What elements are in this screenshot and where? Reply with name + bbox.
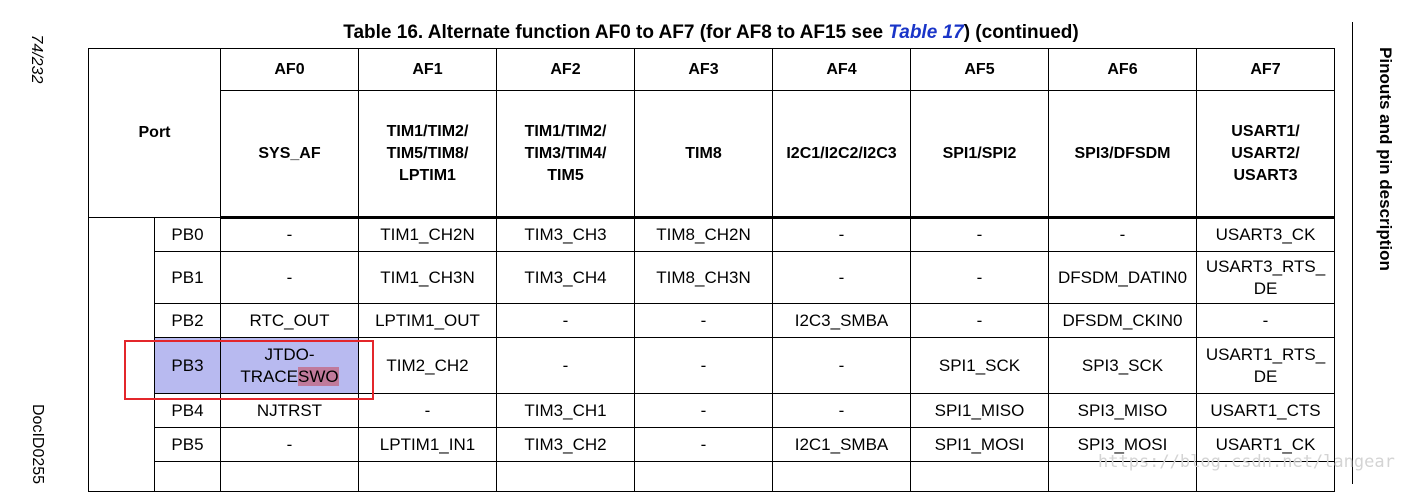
cell-pb4-af5: SPI1_MISO <box>911 394 1049 428</box>
cell-pb3-af6: SPI3_SCK <box>1049 338 1197 394</box>
cell-pb3-af3: - <box>635 338 773 394</box>
right-divider <box>1352 22 1353 484</box>
cell-pb5-af7: USART1_CK <box>1197 428 1335 462</box>
cell-pb2-af4: I2C3_SMBA <box>773 304 911 338</box>
af0-label: AF0 <box>221 49 359 91</box>
cell-pb5-af3: - <box>635 428 773 462</box>
af7-function: USART1/ USART2/ USART3 <box>1197 91 1335 218</box>
pb3-highlight-box <box>124 340 374 400</box>
pin-pb2: PB2 <box>155 304 221 338</box>
pin-pb0: PB0 <box>155 218 221 252</box>
af2-function: TIM1/TIM2/ TIM3/TIM4/ TIM5 <box>497 91 635 218</box>
partial-cell <box>773 462 911 492</box>
watermark: https://blog.csdn.net/langear <box>1098 452 1395 472</box>
cell-pb4-af7: USART1_CTS <box>1197 394 1335 428</box>
cell-pb0-af7: USART3_CK <box>1197 218 1335 252</box>
cell-pb0-af6: - <box>1049 218 1197 252</box>
cell-pb2-af7: - <box>1197 304 1335 338</box>
af5-function: SPI1/SPI2 <box>911 91 1049 218</box>
cell-pb1-af4: - <box>773 252 911 304</box>
partial-cell <box>911 462 1049 492</box>
cell-pb2-af6: DFSDM_CKIN0 <box>1049 304 1197 338</box>
partial-cell <box>359 462 497 492</box>
doc-id: DocID0255 <box>29 404 46 484</box>
partial-cell <box>221 462 359 492</box>
cell-pb4-af4: - <box>773 394 911 428</box>
af2-label: AF2 <box>497 49 635 91</box>
pin-pb3: PB3 <box>155 338 221 394</box>
partial-cell <box>635 462 773 492</box>
cell-pb4-af0: NJTRST <box>221 394 359 428</box>
cell-pb0-af1: TIM1_CH2N <box>359 218 497 252</box>
af4-function: I2C1/I2C2/I2C3 <box>773 91 911 218</box>
af5-label: AF5 <box>911 49 1049 91</box>
table-row <box>89 252 1335 304</box>
cell-pb3-af7: USART1_RTS_ DE <box>1197 338 1335 394</box>
header-row-functions <box>89 91 1335 218</box>
cell-pb3-af5: SPI1_SCK <box>911 338 1049 394</box>
cell-pb1-af3: TIM8_CH3N <box>635 252 773 304</box>
cell-pb1-af7: USART3_RTS_ DE <box>1197 252 1335 304</box>
alternate-function-table <box>88 48 1335 492</box>
cell-pb5-af4: I2C1_SMBA <box>773 428 911 462</box>
pb3-af0-line1: JTDO- <box>264 344 315 364</box>
header-row-af <box>89 49 1335 91</box>
cell-pb0-af5: - <box>911 218 1049 252</box>
af1-function: TIM1/TIM2/ TIM5/TIM8/ LPTIM1 <box>359 91 497 218</box>
af0-function: SYS_AF <box>221 91 359 218</box>
af3-label: AF3 <box>635 49 773 91</box>
pin-pb4: PB4 <box>155 394 221 428</box>
cell-pb2-af0: RTC_OUT <box>221 304 359 338</box>
cell-pb1-af2: TIM3_CH4 <box>497 252 635 304</box>
cell-pb5-af2: TIM3_CH2 <box>497 428 635 462</box>
cell-pb5-af5: SPI1_MOSI <box>911 428 1049 462</box>
cell-pb2-af1: LPTIM1_OUT <box>359 304 497 338</box>
cell-pb2-af3: - <box>635 304 773 338</box>
cell-pb1-af1: TIM1_CH3N <box>359 252 497 304</box>
partial-cell <box>155 462 221 492</box>
cell-pb3-af1: TIM2_CH2 <box>359 338 497 394</box>
cell-pb0-af2: TIM3_CH3 <box>497 218 635 252</box>
cell-pb2-af5: - <box>911 304 1049 338</box>
page-number: 74/232 <box>28 34 45 84</box>
table-row <box>89 218 1335 252</box>
cell-pb5-af0: - <box>221 428 359 462</box>
cell-pb3-af2: - <box>497 338 635 394</box>
port-header: Port <box>89 49 221 218</box>
af1-label: AF1 <box>359 49 497 91</box>
cell-pb0-af3: TIM8_CH2N <box>635 218 773 252</box>
cell-pb5-af6: SPI3_MOSI <box>1049 428 1197 462</box>
swo-highlight: SWO <box>298 366 339 386</box>
table-caption: Table 16. Alternate function AF0 to AF7 (for AF8 to AF15 see Table 17) (continued) <box>343 22 1079 43</box>
af4-label: AF4 <box>773 49 911 91</box>
cell-pb5-af1: LPTIM1_IN1 <box>359 428 497 462</box>
cell-pb1-af6: DFSDM_DATIN0 <box>1049 252 1197 304</box>
partial-cell <box>497 462 635 492</box>
side-section-title: Pinouts and pin description <box>1376 47 1395 271</box>
cell-pb4-af3: - <box>635 394 773 428</box>
table-row <box>89 304 1335 338</box>
cell-pb1-af5: - <box>911 252 1049 304</box>
af7-label: AF7 <box>1197 49 1335 91</box>
cell-pb4-af6: SPI3_MISO <box>1049 394 1197 428</box>
table-17-link[interactable]: Table 17 <box>888 22 964 43</box>
pin-pb5: PB5 <box>155 428 221 462</box>
af3-function: TIM8 <box>635 91 773 218</box>
cell-pb1-af0: - <box>221 252 359 304</box>
cell-pb4-af2: TIM3_CH1 <box>497 394 635 428</box>
cell-pb0-af4: - <box>773 218 911 252</box>
pb3-af0-line2: TRACE <box>240 366 298 386</box>
cell-pb3-af4: - <box>773 338 911 394</box>
af6-label: AF6 <box>1049 49 1197 91</box>
af6-function: SPI3/DFSDM <box>1049 91 1197 218</box>
cell-pb2-af2: - <box>497 304 635 338</box>
cell-pb0-af0: - <box>221 218 359 252</box>
cell-pb4-af1: - <box>359 394 497 428</box>
pin-pb1: PB1 <box>155 252 221 304</box>
